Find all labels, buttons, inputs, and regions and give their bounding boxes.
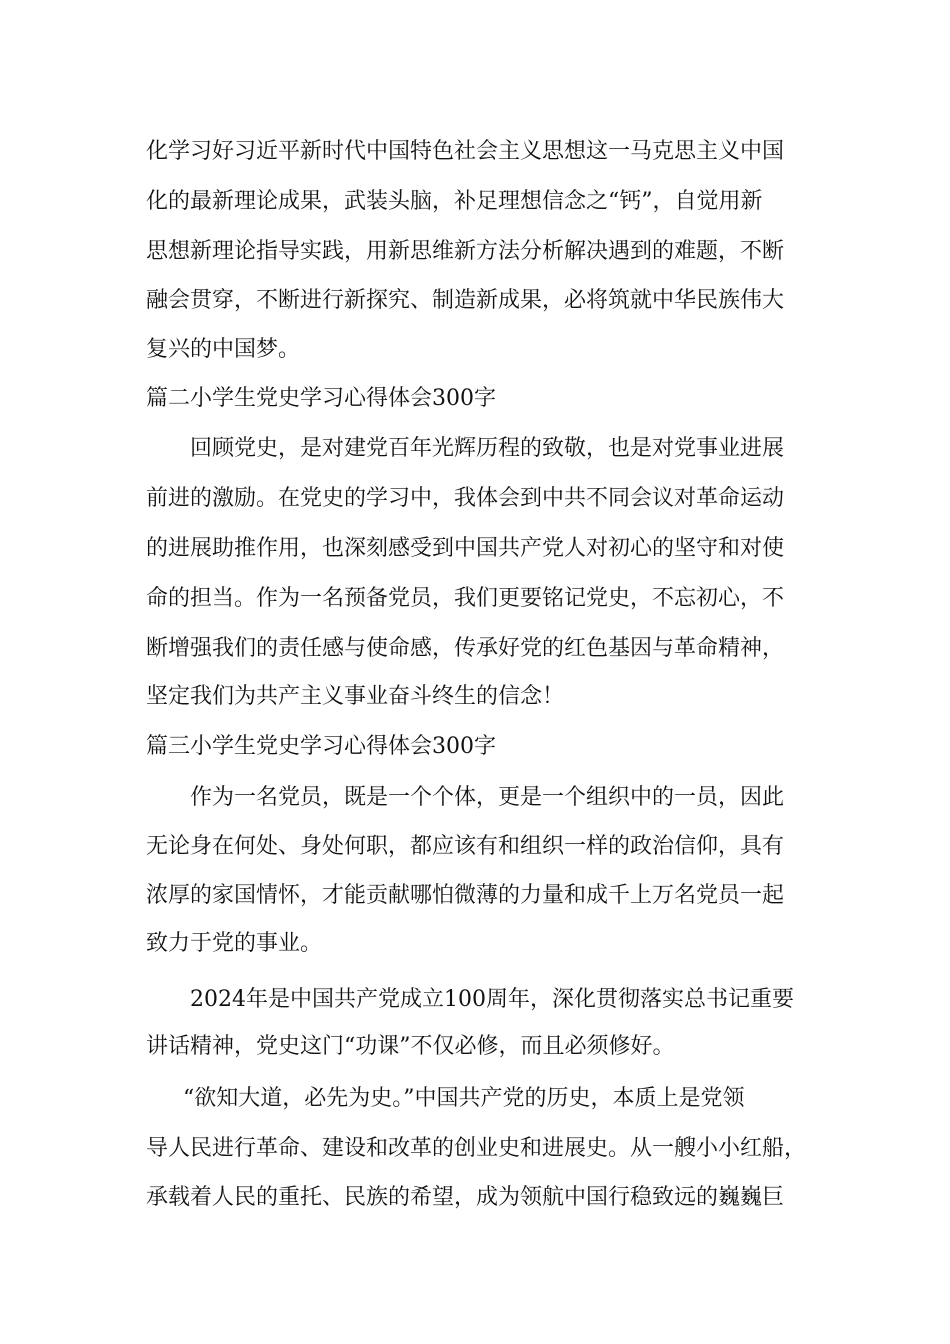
section-heading-3: 篇三小学生党史学习心得体会300字: [146, 734, 496, 759]
paragraph-line: 融会贯穿，不断进行新探究、制造新成果，必将筑就中华民族伟大: [146, 288, 785, 313]
paragraph-line: 致力于党的事业。: [146, 931, 323, 956]
paragraph-line: 无论身在何处、身处何职，都应该有和组织一样的政治信仰，具有: [146, 834, 785, 859]
paragraph-line: 2024年是中国共产党成立100周年，深化贯彻落实总书记重要: [190, 987, 794, 1012]
paragraph-line: 前进的激励。在党史的学习中，我体会到中共不同会议对革命运动: [146, 486, 785, 511]
paragraph-line: 承载着人民的重托、民族的希望，成为领航中国行稳致远的巍巍巨: [146, 1185, 785, 1210]
section-heading-2: 篇二小学生党史学习心得体会300字: [146, 386, 496, 411]
paragraph-line: 浓厚的家国情怀，才能贡献哪怕微薄的力量和成千上万名党员一起: [146, 883, 785, 908]
paragraph-line: 导人民进行革命、建设和改革的创业史和进展史。从一艘小小红船，: [146, 1136, 807, 1161]
paragraph-line: 断增强我们的责任感与使命感，传承好党的红色基因与革命精神，: [146, 636, 785, 661]
paragraph-line: “欲知大道，必先为史。”中国共产党的历史，本质上是党领: [183, 1086, 745, 1111]
paragraph-line: 化学习好习近平新时代中国特色社会主义思想这一马克思主义中国: [146, 139, 785, 164]
paragraph-line: 思想新理论指导实践，用新思维新方法分析解决遇到的难题，不断: [146, 239, 785, 264]
paragraph-line: 复兴的中国梦。: [146, 337, 301, 362]
paragraph-line: 作为一名党员，既是一个个体，更是一个组织中的一员，因此: [190, 785, 785, 810]
paragraph-line: 坚定我们为共产主义事业奋斗终生的信念！: [146, 684, 565, 709]
paragraph-line: 命的担当。作为一名预备党员，我们更要铭记党史，不忘初心，不: [146, 586, 785, 611]
paragraph-line: 回顾党史，是对建党百年光辉历程的致敬，也是对党事业进展: [190, 436, 785, 461]
paragraph-line: 化的最新理论成果，武装头脑，补足理想信念之“钙”，自觉用新: [146, 189, 763, 214]
paragraph-line: 的进展助推作用，也深刻感受到中国共产党人对初心的坚守和对使: [146, 536, 785, 561]
paragraph-line: 讲话精神，党史这门“功课”不仅必修，而且必须修好。: [146, 1034, 675, 1059]
